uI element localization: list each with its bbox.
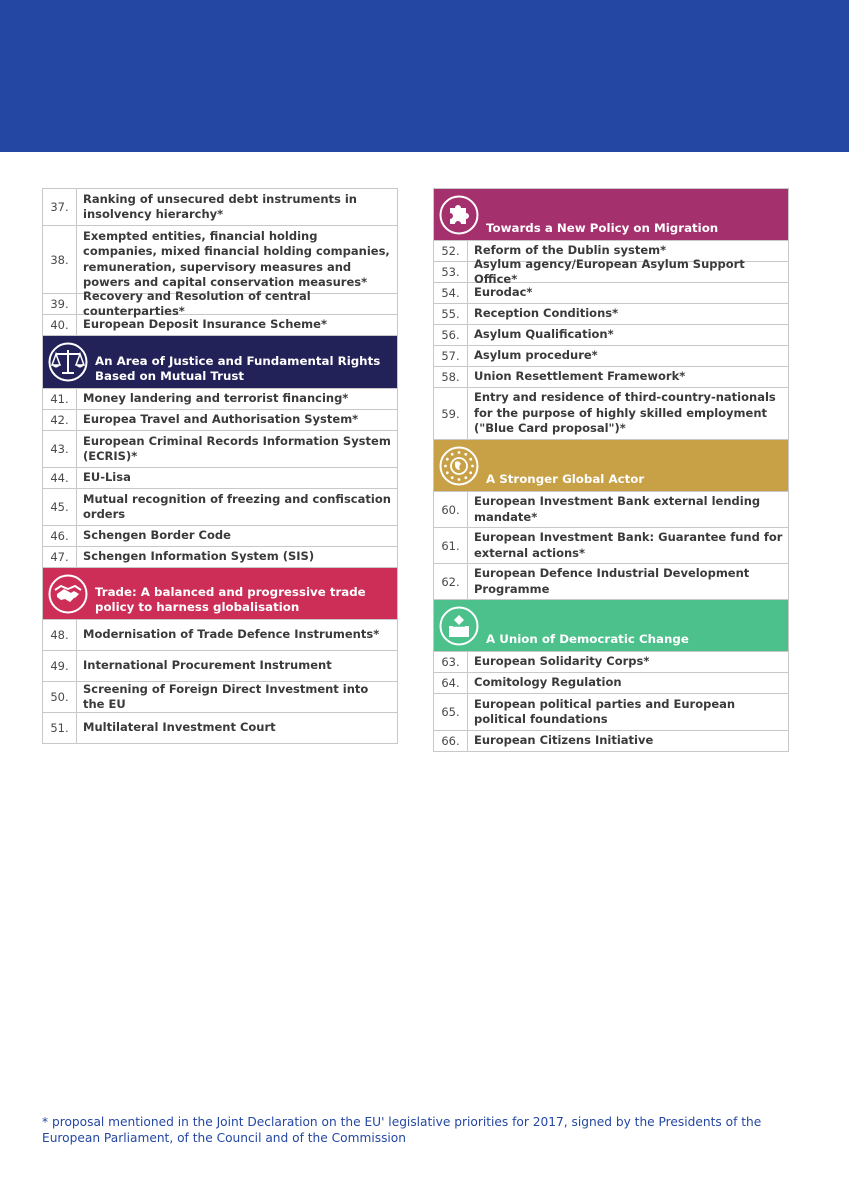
section-header-democratic (434, 600, 788, 652)
section-title: Trade: A balanced and progressive trade policy to harness globalisation (95, 585, 366, 614)
row-number: 46. (43, 526, 77, 546)
row-text: EU-Lisa (83, 470, 131, 485)
row-text: Ranking of unsecured debt instruments in insolvency hierarchy* (83, 191, 357, 221)
row-text: European Criminal Records Information System (ECRIS)* (83, 433, 391, 463)
table-row (434, 388, 788, 440)
table-row (43, 651, 397, 682)
row-number: 53. (434, 262, 468, 282)
scales-of-justice-icon (47, 341, 89, 383)
row-text: Comitology Regulation (474, 675, 622, 690)
table-row (434, 256, 788, 286)
row-text: Asylum agency/European Asylum Support Office* (474, 256, 745, 286)
row-text: Entry and residence of third-country-nationals for the purpose of highly skilled employment ("Blue Card proposal")* (474, 390, 776, 436)
table-row (43, 713, 397, 744)
row-text: European Investment Bank external lending mandate* (474, 494, 761, 524)
row-number: 45. (43, 489, 77, 525)
table-row (43, 489, 397, 526)
handshake-icon (47, 573, 89, 615)
row-number: 41. (43, 389, 77, 409)
table-row (434, 652, 788, 673)
row-number: 52. (434, 241, 468, 261)
table-row (434, 492, 788, 528)
row-text: Money landering and terrorist financing* (83, 391, 349, 406)
row-text: Screening of Foreign Direct Investment into the EU (83, 681, 369, 711)
row-number: 39. (43, 294, 77, 314)
row-text: Mutual recognition of freezing and confiscation orders (83, 491, 391, 521)
table-row (43, 468, 397, 489)
section-title: A Stronger Global Actor (486, 472, 645, 486)
row-text: Multilateral Investment Court (83, 720, 276, 735)
table-row (434, 283, 788, 304)
row-number: 51. (43, 713, 77, 743)
row-number: 57. (434, 346, 468, 366)
row-text: Union Resettlement Framework* (474, 369, 686, 384)
row-number: 37. (43, 189, 77, 225)
row-text: European Deposit Insurance Scheme* (83, 317, 327, 332)
table-row (43, 189, 397, 226)
row-text: Reception Conditions* (474, 306, 619, 321)
eu-stars-globe-icon (438, 445, 480, 487)
section-header-justice (43, 336, 397, 389)
table-row (434, 673, 788, 694)
row-number: 54. (434, 283, 468, 303)
row-number: 44. (43, 468, 77, 488)
table-row (43, 226, 397, 294)
table-row (434, 731, 788, 752)
row-number: 65. (434, 694, 468, 730)
row-number: 50. (43, 682, 77, 712)
table-row (434, 564, 788, 600)
table-row (43, 288, 397, 318)
row-text: European political parties and European political foundations (474, 696, 736, 726)
row-number: 56. (434, 325, 468, 345)
section-header-global (434, 440, 788, 492)
section-title: An Area of Justice and Fundamental Rights Based on Mutual Trust (95, 354, 381, 383)
row-number: 40. (43, 315, 77, 335)
row-text: International Procurement Instrument (83, 658, 332, 673)
row-number: 63. (434, 652, 468, 672)
row-text: Europea Travel and Authorisation System* (83, 412, 359, 427)
row-text: Asylum procedure* (474, 348, 598, 363)
section-title: A Union of Democratic Change (486, 632, 689, 646)
row-number: 66. (434, 731, 468, 751)
row-text: Asylum Qualification* (474, 327, 614, 342)
row-text: European Solidarity Corps* (474, 654, 650, 669)
table-row (43, 410, 397, 431)
section-header-trade (43, 568, 397, 620)
row-text: European Investment Bank: Guarantee fund for external actions* (474, 530, 783, 560)
row-number: 42. (43, 410, 77, 430)
row-number: 55. (434, 304, 468, 324)
row-text: European Defence Industrial Development Programme (474, 566, 750, 596)
row-number: 59. (434, 388, 468, 439)
table-row (434, 528, 788, 564)
left-table (42, 188, 398, 744)
row-number: 47. (43, 547, 77, 567)
table-row (43, 431, 397, 468)
table-row (43, 682, 397, 713)
table-row (434, 325, 788, 346)
row-number: 38. (43, 226, 77, 293)
row-text: European Citizens Initiative (474, 733, 654, 748)
table-row (434, 367, 788, 388)
table-row (43, 389, 397, 410)
table-row (43, 315, 397, 336)
row-text: Modernisation of Trade Defence Instruments* (83, 627, 380, 642)
row-text: Schengen Information System (SIS) (83, 549, 315, 564)
puzzle-piece-icon (438, 194, 480, 236)
row-text: Schengen Border Code (83, 528, 231, 543)
row-text: Recovery and Resolution of central counterparties* (83, 288, 311, 318)
table-row (43, 526, 397, 547)
table-row (43, 620, 397, 651)
row-number: 49. (43, 651, 77, 681)
table-row (434, 694, 788, 731)
ballot-box-icon (438, 605, 480, 647)
table-row (434, 346, 788, 367)
section-title: Towards a New Policy on Migration (486, 221, 719, 235)
right-table (433, 188, 789, 752)
row-number: 43. (43, 431, 77, 467)
header-banner (0, 0, 849, 152)
row-text: Reform of the Dublin system* (474, 243, 667, 258)
footnote: * proposal mentioned in the Joint Declaration on the EU' legislative priorities for 2017, signed by the Presidents of the European Parliament, of the Council and of the Commission (42, 1115, 762, 1145)
row-number: 60. (434, 492, 468, 527)
section-header-migration (434, 189, 788, 241)
table-row (43, 547, 397, 568)
row-text: Exempted entities, financial holding companies, mixed financial holding companies, remuneration, supervisory measures and powers and capital conservation measures* (83, 228, 390, 289)
row-number: 61. (434, 528, 468, 563)
row-number: 64. (434, 673, 468, 693)
row-number: 62. (434, 564, 468, 599)
row-number: 48. (43, 620, 77, 650)
row-text: Eurodac* (474, 285, 533, 300)
row-number: 58. (434, 367, 468, 387)
table-row (434, 304, 788, 325)
